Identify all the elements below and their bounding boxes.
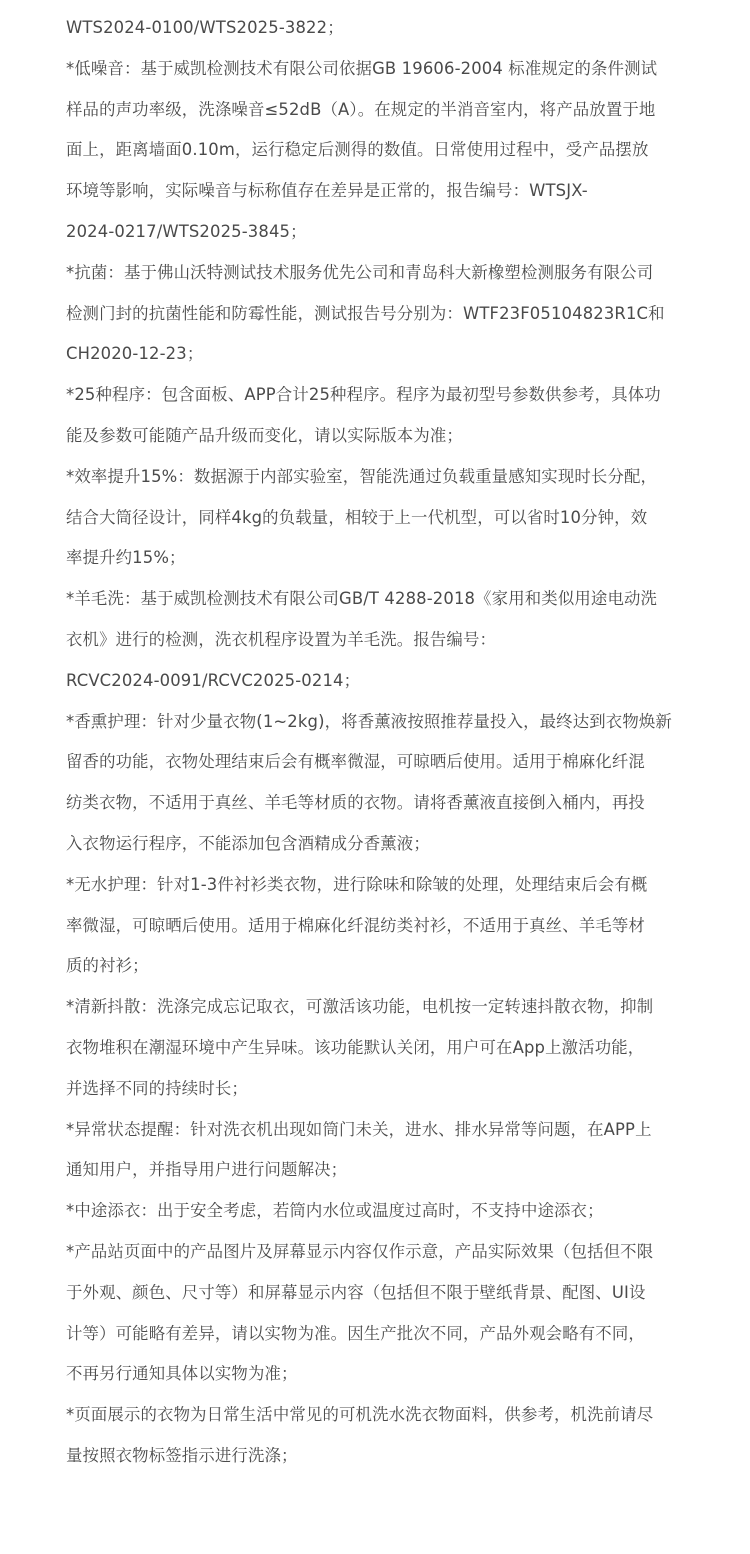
note-wool-wash: *羊毛洗：基于威凯检测技术有限公司GB/T 4288-2018《家用和类似用途电动洗 衣机》进行的检测，洗衣机程序设置为羊毛洗。报告编号： RCVC2024-0091/RCVC2025-0214；	[66, 589, 658, 690]
note-waterless-care: *无水护理：针对1-3件衬衫类衣物，进行除味和除皱的处理，处理结束后会有概 率微湿，可晾晒后使用。适用于棉麻化纤混纺类衬衫，不适用于真丝、羊毛等材 质的衬衫；	[66, 874, 648, 976]
note-mid-cycle-add: *中途添衣：出于安全考虑，若筒内水位或温度过高时，不支持中途添衣；	[66, 1201, 604, 1221]
product-disclaimer-notes	[66, 8, 688, 1477]
note-antibacterial: *抗菌：基于佛山沃特测试技术服务优先公司和青岛科大新橡塑检测服务有限公司 检测门封的抗菌性能和防霉性能，测试报告号分别为：WTF23F05104823R1C和 CH2020-12-23；	[66, 262, 665, 364]
note-low-noise: *低噪音：基于威凯检测技术有限公司依据GB 19606-2004 标准规定的条件测试 样品的声功率级，洗涤噪音≤52dB（A）。在规定的半消音室内，将产品放置于地 面上，距离墙面0.10m，运行稳定后测得的数值。日常使用过程中，受产品摆放 环境等影响，实际噪音与标称值存在差异是正常的，报告编号：WTSJX- 2024-0217/WTS2025-3845；	[66, 58, 658, 241]
note-efficiency-boost: *效率提升15%：数据源于内部实验室，智能洗通过负载重量感知实现时长分配， 结合大筒径设计，同样4kg的负载量，相较于上一代机型，可以省时10分钟，效 率提升约15%；	[66, 466, 658, 568]
note-abnormal-status-alert: *异常状态提醒：针对洗衣机出现如筒门未关，进水、排水异常等问题，在APP上 通知用户，并指导用户进行问题解决；	[66, 1119, 652, 1180]
note-report-number-continued: WTS2024-0100/WTS2025-3822；	[66, 18, 344, 37]
note-product-images-disclaimer: *产品站页面中的产品图片及屏幕显示内容仅作示意，产品实际效果（包括但不限 于外观、颜色、尺寸等）和屏幕显示内容（包括但不限于壁纸背景、配图、UI设 计等）可能略有差异，请以实物为准。因生产批次不同，产品外观会略有不同， 不再另行通知具体以实物为准；	[66, 1241, 654, 1384]
note-displayed-clothes: *页面展示的衣物为日常生活中常见的可机洗水洗衣物面料，供参考，机洗前请尽 量按照衣物标签指示进行洗涤；	[66, 1405, 654, 1465]
note-fresh-tumble: *清新抖散：洗涤完成忘记取衣，可激活该功能，电机按一定转速抖散衣物，抑制 衣物堆积在潮湿环境中产生异味。该功能默认关闭，用户可在App上激活功能， 并选择不同的持续时长；	[66, 997, 654, 1098]
note-25-programs: *25种程序：包含面板、APP合计25种程序。程序为最初型号参数供参考，具体功 能及参数可能随产品升级而变化，请以实际版本为准；	[66, 385, 661, 445]
note-fragrance-care: *香熏护理：针对少量衣物(1~2kg)，将香薰液按照推荐量投入，最终达到衣物焕新 留香的功能，衣物处理结束后会有概率微湿，可晾晒后使用。适用于棉麻化纤混 纺类衣物，不适用于真丝、羊毛等材质的衣物。请将香薰液直接倒入桶内，再投 入衣物运行程序，不能添加包含酒精成分香薰液；	[66, 711, 672, 853]
